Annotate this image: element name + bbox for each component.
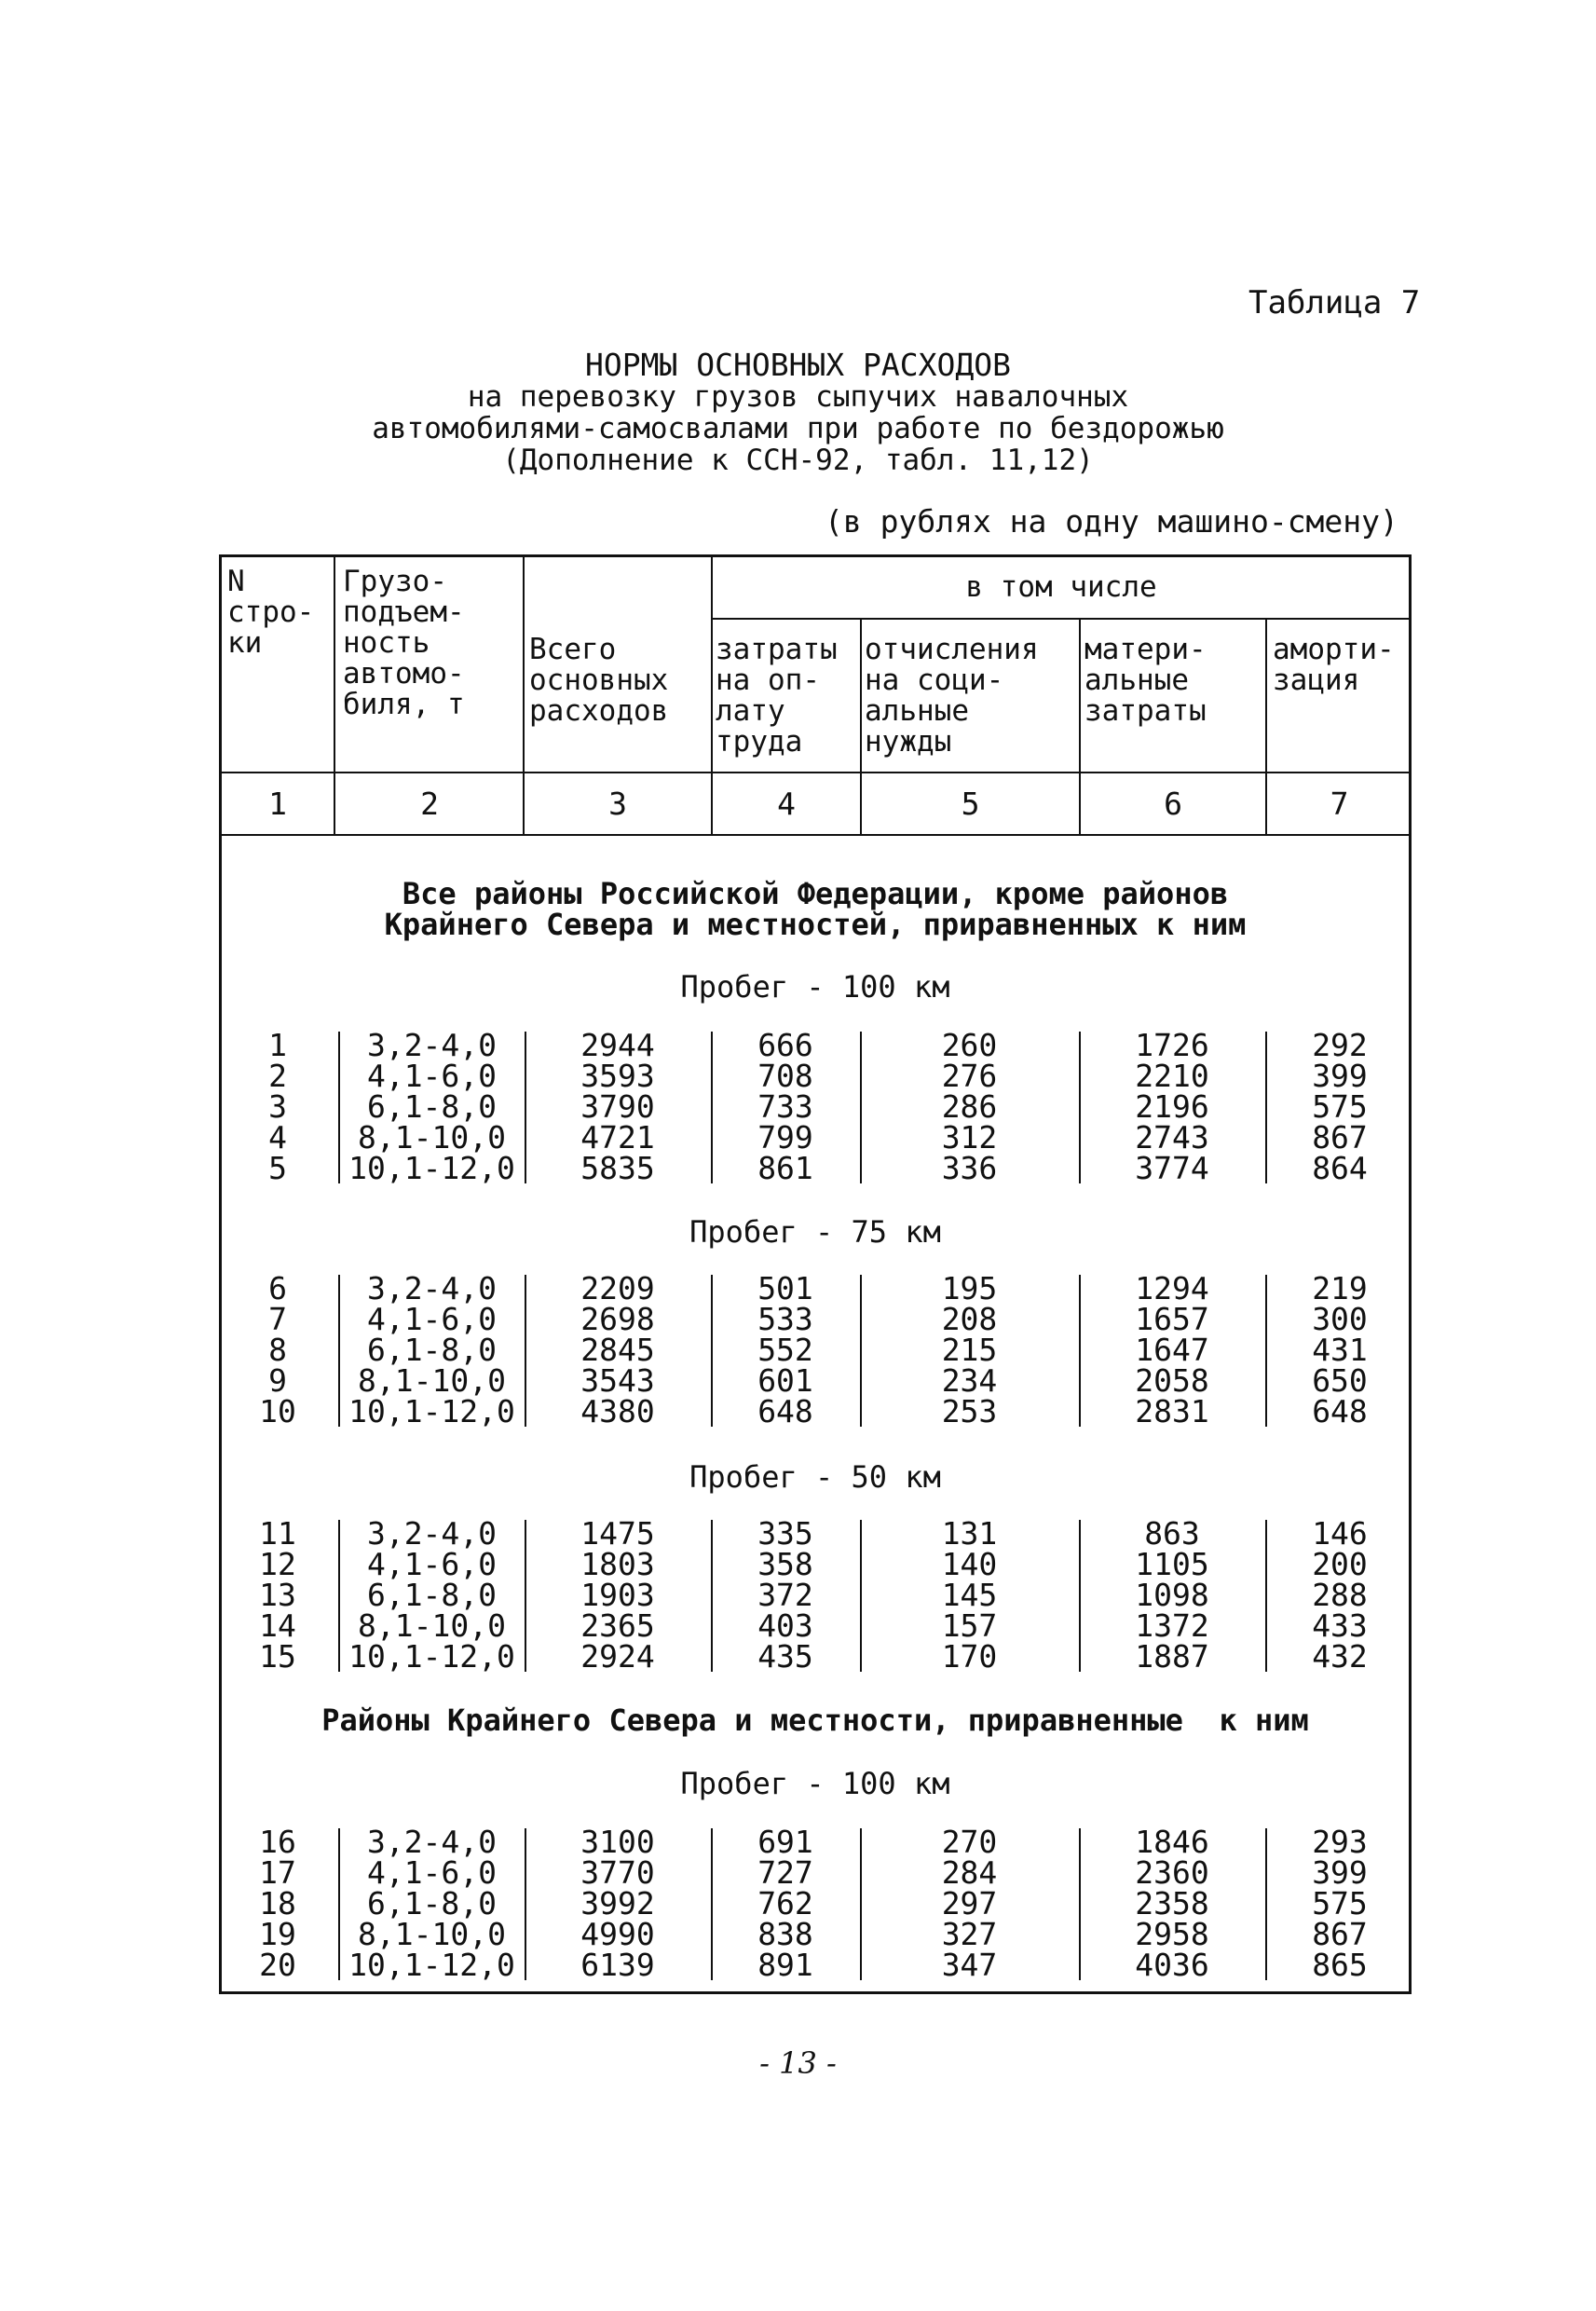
materials-value: 2743 [1135,1119,1209,1156]
column-divider [1265,1828,1267,1980]
labor-value: 708 [757,1058,813,1094]
social-value: 260 [941,1027,998,1063]
units-note: (в рублях на одну машино-смену) [825,503,1398,540]
total-value: 2845 [580,1332,655,1368]
column-number: 7 [1330,786,1349,822]
amortization-value: 867 [1312,1916,1368,1952]
amortization-value: 399 [1312,1058,1368,1094]
total-value: 3790 [580,1088,655,1125]
header-including: в том числе [965,570,1157,604]
table-row [222,1301,1409,1337]
capacity-value: 3,2-4,0 [366,1824,498,1860]
labor-value: 533 [757,1301,813,1337]
row-number: 11 [259,1515,296,1552]
materials-value: 2958 [1135,1916,1209,1952]
capacity-value: 6,1-8,0 [366,1332,498,1368]
mileage-heading: Пробег - 50 км [689,1459,941,1495]
column-divider [1079,1828,1081,1980]
header-divider [222,772,1412,773]
title-line-2: на перевозку грузов сыпучих навалочных [467,380,1129,414]
materials-value: 863 [1144,1515,1200,1552]
column-divider [1079,1275,1081,1427]
materials-value: 4036 [1135,1947,1209,1983]
title-line-3: автомобилями-самосвалами при работе по бездорожью [372,412,1224,445]
materials-value: 1294 [1135,1270,1209,1306]
column-divider [525,1828,526,1980]
total-value: 4990 [580,1916,655,1952]
capacity-value: 6,1-8,0 [366,1088,498,1125]
column-number: 5 [961,786,980,822]
total-value: 3992 [580,1885,655,1921]
total-value: 2209 [580,1270,655,1306]
mileage-heading: Пробег - 100 км [680,969,950,1005]
row-number: 13 [259,1577,296,1613]
social-value: 215 [941,1332,998,1368]
amortization-value: 293 [1312,1824,1368,1860]
total-value: 6139 [580,1947,655,1983]
amortization-value: 219 [1312,1270,1368,1306]
table-row [222,1150,1409,1186]
header-divider [711,618,1412,620]
column-divider [711,1275,713,1427]
header-divider [334,557,335,834]
labor-value: 799 [757,1119,813,1156]
total-value: 3593 [580,1058,655,1094]
document-title [0,349,1596,476]
social-value: 253 [941,1393,998,1429]
table-row [222,1577,1409,1613]
materials-value: 2210 [1135,1058,1209,1094]
amortization-value: 288 [1312,1577,1368,1613]
capacity-value: 10,1-12,0 [348,1947,515,1983]
row-number: 7 [268,1301,287,1337]
capacity-value: 8,1-10,0 [358,1916,506,1952]
table-row [222,1270,1409,1306]
amortization-value: 432 [1312,1638,1368,1675]
amortization-value: 433 [1312,1607,1368,1644]
column-divider [525,1520,526,1672]
table-row [222,1947,1409,1983]
social-value: 312 [941,1119,998,1156]
table-row [222,1393,1409,1429]
column-divider [338,1032,340,1183]
amortization-value: 200 [1312,1546,1368,1582]
social-value: 284 [941,1854,998,1891]
table-row [222,1088,1409,1125]
row-number: 16 [259,1824,296,1860]
materials-value: 2058 [1135,1362,1209,1399]
amortization-value: 146 [1312,1515,1368,1552]
capacity-value: 8,1-10,0 [358,1362,506,1399]
column-divider [338,1520,340,1672]
capacity-value: 3,2-4,0 [366,1270,498,1306]
materials-value: 2831 [1135,1393,1209,1429]
column-divider [711,1520,713,1672]
row-number: 2 [268,1058,287,1094]
materials-value: 2358 [1135,1885,1209,1921]
social-value: 336 [941,1150,998,1186]
social-value: 276 [941,1058,998,1094]
social-value: 195 [941,1270,998,1306]
amortization-value: 399 [1312,1854,1368,1891]
capacity-value: 10,1-12,0 [348,1638,515,1675]
labor-value: 733 [757,1088,813,1125]
capacity-value: 4,1-6,0 [366,1546,498,1582]
total-value: 1803 [580,1546,655,1582]
total-value: 4721 [580,1119,655,1156]
total-value: 5835 [580,1150,655,1186]
capacity-value: 8,1-10,0 [358,1119,506,1156]
row-number: 3 [268,1088,287,1125]
mileage-heading: Пробег - 75 км [689,1214,941,1250]
labor-value: 335 [757,1515,813,1552]
materials-value: 1657 [1135,1301,1209,1337]
table-row [222,1916,1409,1952]
social-value: 131 [941,1515,998,1552]
materials-value: 1726 [1135,1027,1209,1063]
labor-value: 762 [757,1885,813,1921]
social-value: 286 [941,1088,998,1125]
table-row [222,1546,1409,1582]
materials-value: 2360 [1135,1854,1209,1891]
materials-value: 1647 [1135,1332,1209,1368]
labor-value: 727 [757,1854,813,1891]
social-value: 140 [941,1546,998,1582]
title-line-4: (Дополнение к ССН-92, табл. 11,12) [502,444,1094,477]
table-row [222,1515,1409,1552]
row-number: 20 [259,1947,296,1983]
labor-value: 403 [757,1607,813,1644]
column-number: 4 [777,786,796,822]
column-number: 2 [420,786,439,822]
row-number: 9 [268,1362,287,1399]
total-value: 2365 [580,1607,655,1644]
row-number: 15 [259,1638,296,1675]
amortization-value: 431 [1312,1332,1368,1368]
column-divider [1265,1520,1267,1672]
social-value: 208 [941,1301,998,1337]
table-row [222,1854,1409,1891]
header-divider [222,834,1412,836]
amortization-value: 575 [1312,1885,1368,1921]
row-number: 10 [259,1393,296,1429]
total-value: 3770 [580,1854,655,1891]
header-row-number: N стро- ки [227,565,315,660]
row-number: 18 [259,1885,296,1921]
section-title: Все районы Российской Федерации, кроме районов Крайнего Севера и местностей, приравненных к ним [384,876,1247,942]
amortization-value: 865 [1312,1947,1368,1983]
capacity-value: 8,1-10,0 [358,1607,506,1644]
social-value: 327 [941,1916,998,1952]
table-row [222,1885,1409,1921]
labor-value: 358 [757,1546,813,1582]
total-value: 1475 [580,1515,655,1552]
total-value: 3543 [580,1362,655,1399]
labor-value: 648 [757,1393,813,1429]
capacity-value: 4,1-6,0 [366,1301,498,1337]
header-materials: матери- альные затраты [1084,633,1207,728]
column-number: 3 [608,786,627,822]
amortization-value: 648 [1312,1393,1368,1429]
row-number: 6 [268,1270,287,1306]
table-row [222,1824,1409,1860]
labor-value: 691 [757,1824,813,1860]
social-value: 270 [941,1824,998,1860]
social-value: 347 [941,1947,998,1983]
labor-value: 601 [757,1362,813,1399]
labor-value: 552 [757,1332,813,1368]
table-row [222,1362,1409,1399]
column-divider [525,1275,526,1427]
row-number: 17 [259,1854,296,1891]
capacity-value: 10,1-12,0 [348,1393,515,1429]
capacity-value: 4,1-6,0 [366,1854,498,1891]
labor-value: 435 [757,1638,813,1675]
amortization-value: 575 [1312,1088,1368,1125]
page-number: - 13 - [759,2045,837,2081]
labor-value: 838 [757,1916,813,1952]
labor-value: 372 [757,1577,813,1613]
row-number: 1 [268,1027,287,1063]
row-number: 12 [259,1546,296,1582]
materials-value: 2196 [1135,1088,1209,1125]
row-number: 4 [268,1119,287,1156]
capacity-value: 6,1-8,0 [366,1885,498,1921]
total-value: 2924 [580,1638,655,1675]
column-number: 1 [268,786,287,822]
social-value: 234 [941,1362,998,1399]
amortization-value: 292 [1312,1027,1368,1063]
table-row [222,1058,1409,1094]
section-title: Районы Крайнего Севера и местности, приравненные к ним [321,1702,1309,1738]
labor-value: 501 [757,1270,813,1306]
column-divider [1079,1520,1081,1672]
column-divider [1265,1275,1267,1427]
mileage-heading: Пробег - 100 км [680,1766,950,1801]
total-value: 2944 [580,1027,655,1063]
norms-table [219,554,1412,1994]
row-number: 5 [268,1150,287,1186]
row-number: 19 [259,1916,296,1952]
materials-value: 3774 [1135,1150,1209,1186]
header-total: Всего основных расходов [529,633,669,728]
column-divider [1265,1032,1267,1183]
column-divider [860,1828,862,1980]
total-value: 2698 [580,1301,655,1337]
table-row [222,1119,1409,1156]
column-divider [338,1275,340,1427]
materials-value: 1887 [1135,1638,1209,1675]
social-value: 170 [941,1638,998,1675]
column-divider [525,1032,526,1183]
table-label: Таблица 7 [1248,284,1421,321]
column-divider [1079,1032,1081,1183]
social-value: 145 [941,1577,998,1613]
amortization-value: 300 [1312,1301,1368,1337]
materials-value: 1372 [1135,1607,1209,1644]
table-row [222,1607,1409,1644]
row-number: 14 [259,1607,296,1644]
title-line-1: НОРМЫ ОСНОВНЫХ РАСХОДОВ [585,347,1011,383]
column-number: 6 [1164,786,1182,822]
amortization-value: 864 [1312,1150,1368,1186]
column-divider [338,1828,340,1980]
capacity-value: 10,1-12,0 [348,1150,515,1186]
column-divider [860,1275,862,1427]
labor-value: 891 [757,1947,813,1983]
capacity-value: 4,1-6,0 [366,1058,498,1094]
column-divider [860,1520,862,1672]
labor-value: 666 [757,1027,813,1063]
social-value: 297 [941,1885,998,1921]
social-value: 157 [941,1607,998,1644]
capacity-value: 3,2-4,0 [366,1515,498,1552]
amortization-value: 867 [1312,1119,1368,1156]
column-divider [860,1032,862,1183]
capacity-value: 6,1-8,0 [366,1577,498,1613]
header-labor: затраты на оп- лату труда [716,633,838,759]
amortization-value: 650 [1312,1362,1368,1399]
materials-value: 1846 [1135,1824,1209,1860]
table-row [222,1332,1409,1368]
header-amortization: аморти- зация [1273,633,1395,697]
row-number: 8 [268,1332,287,1368]
total-value: 4380 [580,1393,655,1429]
column-divider [711,1828,713,1980]
header-social: отчисления на соци- альные нужды [865,633,1039,759]
capacity-value: 3,2-4,0 [366,1027,498,1063]
header-capacity: Грузо- подъем- ность автомо- биля, т [343,565,465,721]
table-row [222,1027,1409,1063]
total-value: 1903 [580,1577,655,1613]
total-value: 3100 [580,1824,655,1860]
materials-value: 1098 [1135,1577,1209,1613]
table-row [222,1638,1409,1675]
labor-value: 861 [757,1150,813,1186]
materials-value: 1105 [1135,1546,1209,1582]
column-divider [711,1032,713,1183]
